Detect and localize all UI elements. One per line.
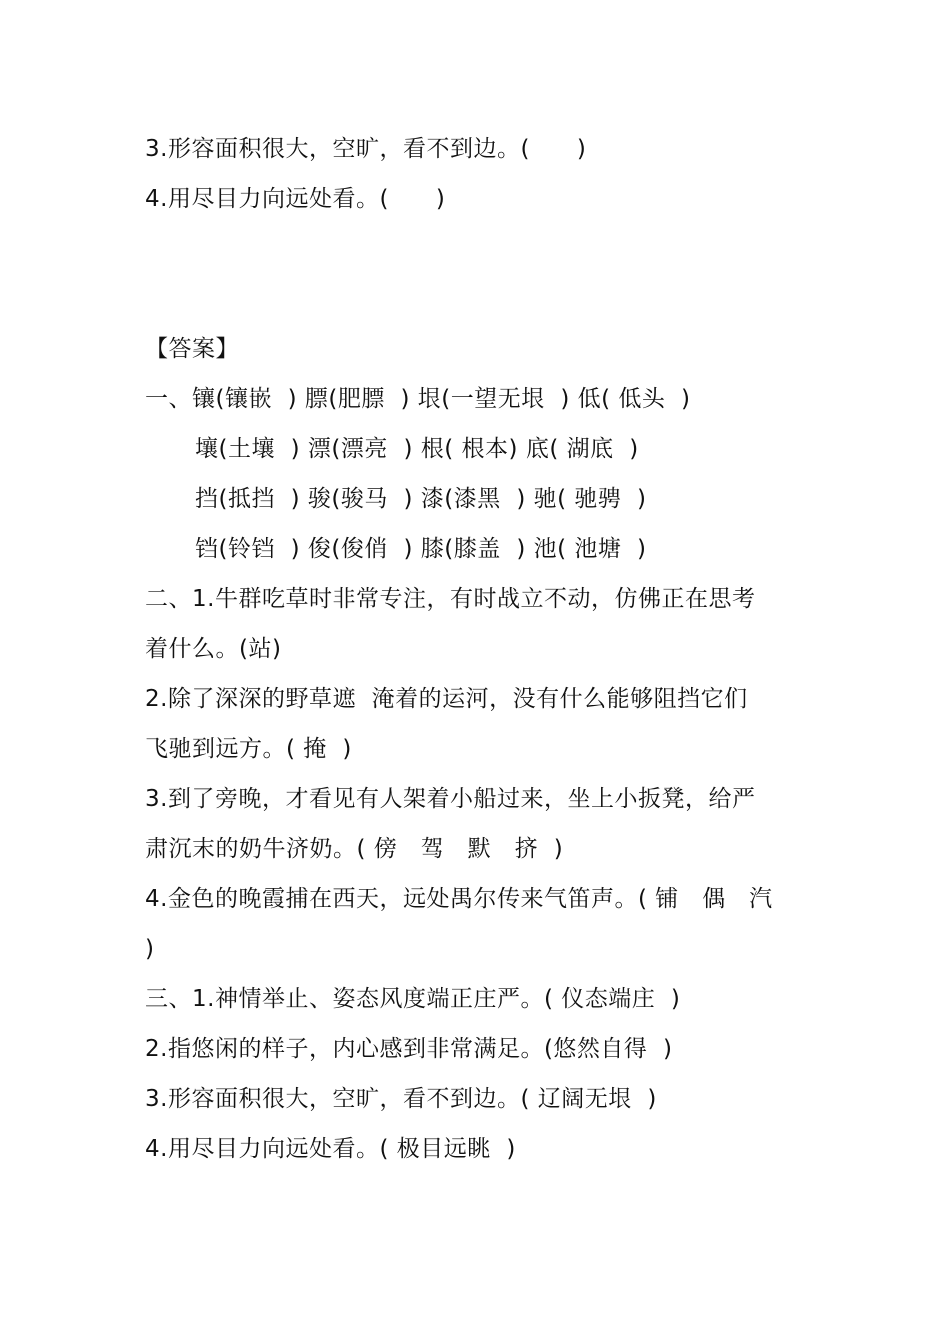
answer-part2-line: 2.除了深深的野草遮 淹着的运河，没有什么能够阻挡它们 <box>145 686 748 712</box>
answer-part2-line: 肃沉末的奶牛济奶。( 傍 驾 默 挤 ) <box>145 836 564 862</box>
answer-part2-line: 3.到了旁晚，才看见有人架着小船过来，坐上小扳凳，给严 <box>145 786 756 812</box>
answer-part3-line: 三、1.神情举止、姿态风度端正庄严。( 仪态端庄 ) <box>145 986 681 1012</box>
answer-part2-line: ) <box>145 936 155 962</box>
answer-part2-line: 着什么。(站) <box>145 636 282 662</box>
answer-heading: 【答案】 <box>145 336 239 362</box>
answer-part2-line: 二、1.牛群吃草时非常专注，有时战立不动，仿佛正在思考 <box>145 586 756 612</box>
question-4: 4.用尽目力向远处看。( ) <box>145 186 446 212</box>
answer-part1-line: 一、镶(镶嵌 ) 膘(肥膘 ) 垠(一望无垠 ) 低( 低头 ) <box>145 386 691 412</box>
answer-part2-line: 飞驰到远方。( 掩 ) <box>145 736 352 762</box>
answer-part2-line: 4.金色的晚霞捕在西天，远处禺尔传来气笛声。( 铺 偶 汽 <box>145 886 773 912</box>
answer-part1-line: 挡(抵挡 ) 骏(骏马 ) 漆(漆黑 ) 驰( 驰骋 ) <box>195 486 647 512</box>
answer-part1-line: 壤(土壤 ) 漂(漂亮 ) 根( 根本) 底( 湖底 ) <box>195 436 639 462</box>
answer-part3-line: 3.形容面积很大，空旷，看不到边。( 辽阔无垠 ) <box>145 1086 657 1112</box>
answer-part3-line: 4.用尽目力向远处看。( 极目远眺 ) <box>145 1136 516 1162</box>
answer-part3-line: 2.指悠闲的样子，内心感到非常满足。(悠然自得 ) <box>145 1036 673 1062</box>
answer-part1-line: 铛(铃铛 ) 俊(俊俏 ) 膝(膝盖 ) 池( 池塘 ) <box>195 536 647 562</box>
question-3: 3.形容面积很大，空旷，看不到边。( ) <box>145 136 587 162</box>
